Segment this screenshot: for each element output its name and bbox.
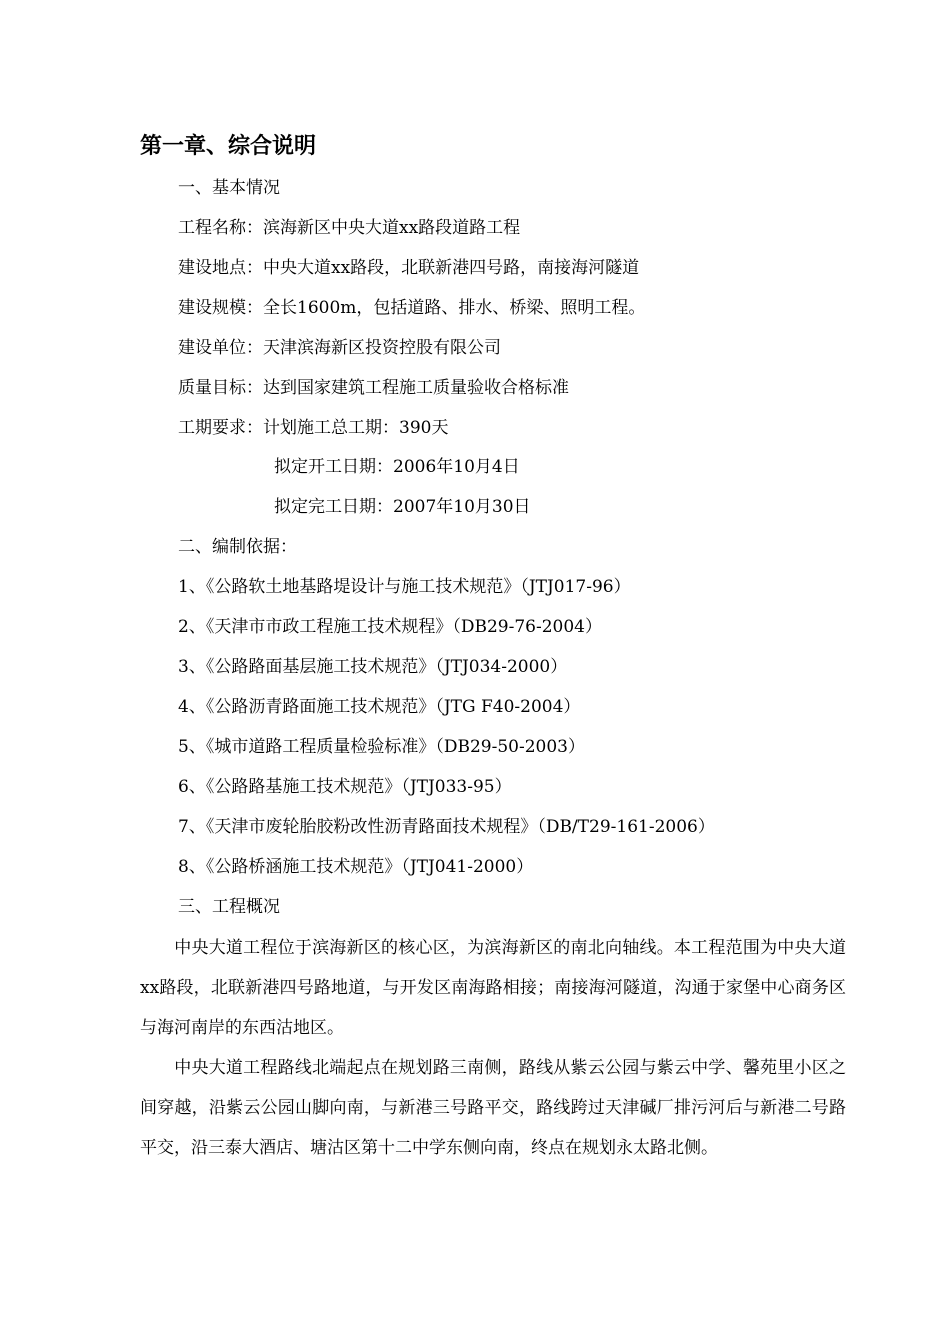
reference-item: 2、《天津市市政工程施工技术规程》（DB29-76-2004） xyxy=(178,617,602,637)
chapter-title: 第一章、综合说明 xyxy=(140,133,317,159)
project-unit: 建设单位：天津滨海新区投资控股有限公司 xyxy=(178,338,501,358)
reference-item: 3、《公路路面基层施工技术规范》（JTJ034-2000） xyxy=(178,657,568,677)
overview-paragraph-2-text: 中央大道工程路线北端起点在规划路三南侧，路线从紫云公园与紫云中学、馨苑里小区之间穿越，沿紫云公园山脚向南，与新港三号路平交，路线跨过天津碱厂排污河后与新港二号路平交，沿三泰大酒店、塘沽区第十二中学东侧向南，终点在规划永太路北侧。 xyxy=(140,1058,846,1158)
reference-item: 8、《公路桥涵施工技术规范》（JTJ041-2000） xyxy=(178,857,534,877)
section1-heading: 一、基本情况 xyxy=(178,178,280,198)
section3-heading: 三、工程概况 xyxy=(178,897,280,917)
reference-item: 1、《公路软土地基路堤设计与施工技术规范》（JTJ017-96） xyxy=(178,577,631,597)
project-quality: 质量目标：达到国家建筑工程施工质量验收合格标准 xyxy=(178,378,569,398)
overview-paragraph-2 xyxy=(140,1048,846,1168)
reference-item: 4、《公路沥青路面施工技术规范》（JTG F40-2004） xyxy=(178,697,581,717)
project-scale: 建设规模：全长1600m，包括道路、排水、桥梁、照明工程。 xyxy=(178,298,646,318)
reference-item: 7、《天津市废轮胎胶粉改性沥青路面技术规程》（DB/T29-161-2006） xyxy=(178,817,715,837)
project-name: 工程名称：滨海新区中央大道xx路段道路工程 xyxy=(178,218,521,238)
project-period: 工期要求：计划施工总工期：390天 xyxy=(178,418,449,438)
project-location: 建设地点：中央大道xx路段，北联新港四号路，南接海河隧道 xyxy=(178,258,640,278)
overview-paragraph-1-text: 中央大道工程位于滨海新区的核心区，为滨海新区的南北向轴线。本工程范围为中央大道xx路段，北联新港四号路地道，与开发区南海路相接；南接海河隧道，沟通于家堡中心商务区与海河南岸的东西沽地区。 xyxy=(140,938,846,1038)
section2-heading: 二、编制依据： xyxy=(178,537,297,557)
reference-item: 6、《公路路基施工技术规范》（JTJ033-95） xyxy=(178,777,512,797)
end-date: 拟定完工日期：2007年10月30日 xyxy=(274,497,531,517)
start-date: 拟定开工日期：2006年10月4日 xyxy=(274,457,520,477)
overview-paragraph-1 xyxy=(140,928,846,1048)
reference-item: 5、《城市道路工程质量检验标准》（DB29-50-2003） xyxy=(178,737,585,757)
